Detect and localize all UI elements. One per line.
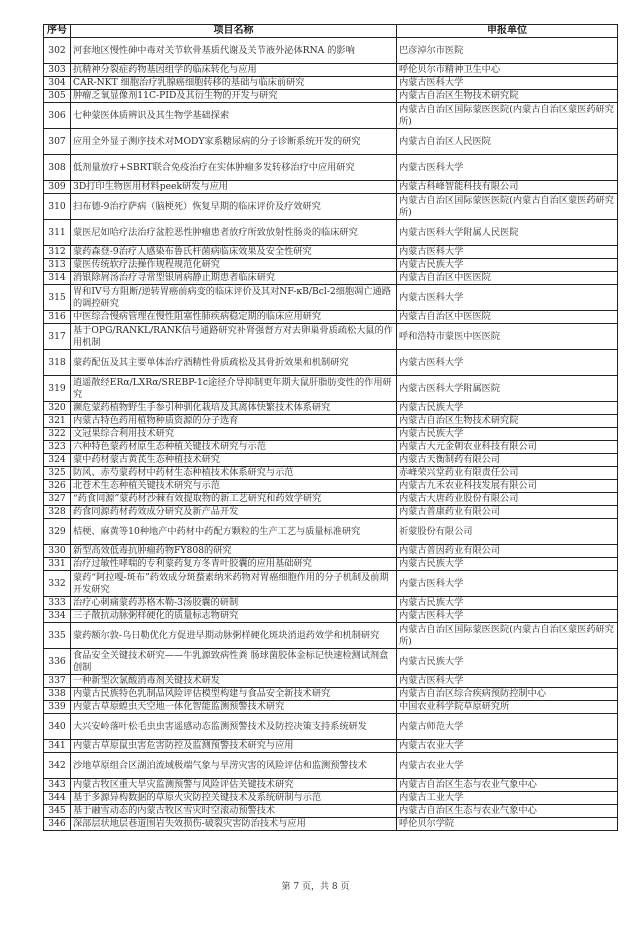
table-row: [44, 311, 618, 324]
row-seq: 343: [44, 779, 71, 792]
row-project-name: 内蒙古草原鼠虫害危害防控及监测预警技术研究与应用: [71, 740, 397, 753]
row-project-name: 桔梗、麻黄等10种地产中药材中药配方颗粒的生产工艺与质量标准研究: [71, 519, 397, 545]
row-project-name: “药食同源”蒙药材沙棘有效提取物的新工艺研究和药效学研究: [71, 493, 397, 506]
row-project-name: 3D打印生物医用材料peek研发与应用: [71, 181, 397, 194]
table-row: [44, 246, 618, 259]
table-row: [44, 441, 618, 454]
table-row: [44, 428, 618, 441]
row-applicant-unit: 内蒙古民族大学: [397, 428, 618, 441]
row-project-name: 消银除屑汤治疗寻常型银屑病静止期患者临床研究: [71, 272, 397, 285]
row-project-name: 三子散抗动脉粥样硬化的质量标志物研究: [71, 610, 397, 623]
row-project-name: 基于多源异构数据的草原火灾防控关键技术及系统研制与示范: [71, 792, 397, 805]
table-row: [44, 350, 618, 376]
row-project-name: 治疗心刺痛蒙药苏格木勒-3汤胶囊的研制: [71, 597, 397, 610]
row-seq: 319: [44, 376, 71, 402]
table-row: [44, 64, 618, 77]
row-applicant-unit: 内蒙古自治区中医医院: [397, 272, 618, 285]
row-applicant-unit: 内蒙古农业大学: [397, 753, 618, 779]
table-row: [44, 571, 618, 597]
row-applicant-unit: 内蒙古九禾农业科技发展有限公司: [397, 480, 618, 493]
row-applicant-unit: 内蒙古医科大学: [397, 350, 618, 376]
row-seq: 314: [44, 272, 71, 285]
row-applicant-unit: 内蒙古医科大学: [397, 77, 618, 90]
row-applicant-unit: 内蒙古医科大学附属医院: [397, 376, 618, 402]
row-applicant-unit: 内蒙古医科大学附属人民医院: [397, 220, 618, 246]
header-applicant-unit: 申报单位: [397, 25, 618, 38]
row-project-name: 内蒙古民族特色乳制品风险评估模型构建与食品安全新技术研究: [71, 688, 397, 701]
table-header-row: [44, 25, 618, 38]
row-seq: 332: [44, 571, 71, 597]
table-row: [44, 181, 618, 194]
row-seq: 328: [44, 506, 71, 519]
row-project-name: 一种新型次氯酸消毒剂关键技术研发: [71, 675, 397, 688]
row-project-name: 蒙药额尔敦-乌日勒优化方促进早期动脉粥样硬化斑块消退药效学和机制研究: [71, 623, 397, 649]
row-seq: 310: [44, 194, 71, 220]
row-applicant-unit: 内蒙古自治区生物技术研究院: [397, 90, 618, 103]
row-applicant-unit: 内蒙古自治区国际蒙医医院(内蒙古自治区蒙医药研究所): [397, 623, 618, 649]
row-project-name: 药食同源药材药效成分研究及新产品开发: [71, 506, 397, 519]
page-number: 第 7 页，共 8 页: [281, 882, 350, 892]
row-project-name: 新型高效低毒抗肿瘤药物FY808的研究: [71, 545, 397, 558]
row-project-name: 蒙医尼如哈疗法治疗盆腔恶性肿瘤患者放疗所致放射性肠炎的临床研究: [71, 220, 397, 246]
table-row: [44, 324, 618, 350]
row-seq: 326: [44, 480, 71, 493]
row-project-name: 文冠果综合利用技术研究: [71, 428, 397, 441]
row-seq: 346: [44, 818, 71, 831]
table-row: [44, 480, 618, 493]
table-row: [44, 454, 618, 467]
row-seq: 329: [44, 519, 71, 545]
table-row: [44, 805, 618, 818]
table-row: [44, 792, 618, 805]
row-seq: 305: [44, 90, 71, 103]
row-seq: 307: [44, 129, 71, 155]
table-row: [44, 779, 618, 792]
row-applicant-unit: 内蒙古农业大学: [397, 740, 618, 753]
row-seq: 335: [44, 623, 71, 649]
row-seq: 327: [44, 493, 71, 506]
row-applicant-unit: 内蒙古自治区国际蒙医医院(内蒙古自治区蒙医药研究所): [397, 194, 618, 220]
row-applicant-unit: 内蒙古工业大学: [397, 792, 618, 805]
row-project-name: 蒙药配伍及其主要单体治疗酒精性骨质疏松及其骨折效果和机制研究: [71, 350, 397, 376]
row-seq: 324: [44, 454, 71, 467]
row-applicant-unit: 内蒙古自治区生物技术研究院: [397, 415, 618, 428]
row-applicant-unit: 内蒙古大唐药业股份有限公司: [397, 493, 618, 506]
table-row: [44, 740, 618, 753]
row-seq: 344: [44, 792, 71, 805]
table-row: [44, 701, 618, 714]
row-project-name: 内蒙古特色药用植物种质资源的分子选育: [71, 415, 397, 428]
row-applicant-unit: 内蒙古医科大学: [397, 155, 618, 181]
row-seq: 330: [44, 545, 71, 558]
table-row: [44, 194, 618, 220]
row-applicant-unit: 巴彦淖尔市医院: [397, 38, 618, 64]
row-project-name: 防风、赤芍蒙药材中药材生态种植技术体系研究与示范: [71, 467, 397, 480]
table-row: [44, 623, 618, 649]
table-row: [44, 818, 618, 831]
row-seq: 331: [44, 558, 71, 571]
table-row: [44, 493, 618, 506]
row-seq: 303: [44, 64, 71, 77]
row-applicant-unit: 中国农业科学院草原研究所: [397, 701, 618, 714]
row-seq: 302: [44, 38, 71, 64]
table-row: [44, 38, 618, 64]
row-seq: 333: [44, 597, 71, 610]
row-seq: 318: [44, 350, 71, 376]
table-row: [44, 220, 618, 246]
row-project-name: 深部层状地层巷道围岩失效损伤-破裂灾害防治技术与应用: [71, 818, 397, 831]
row-project-name: 低剂量放疗+SBRT联合免疫治疗在实体肿瘤多发转移治疗中应用研究: [71, 155, 397, 181]
row-project-name: 河套地区慢性砷中毒对关节软骨基质代谢及关节液外泌体RNA 的影响: [71, 38, 397, 64]
row-seq: 325: [44, 467, 71, 480]
row-seq: 339: [44, 701, 71, 714]
table-row: [44, 675, 618, 688]
row-project-name: 基于融雪动态的内蒙古牧区雪灾时空滚动预警技术: [71, 805, 397, 818]
row-seq: 304: [44, 77, 71, 90]
row-project-name: 内蒙古牧区重大旱灾监测预警与风险评估关键技术研究: [71, 779, 397, 792]
row-applicant-unit: 呼伦贝尔市精神卫生中心: [397, 64, 618, 77]
row-seq: 315: [44, 285, 71, 311]
row-applicant-unit: 内蒙古自治区国际蒙医医院(内蒙古自治区蒙医药研究所): [397, 103, 618, 129]
row-applicant-unit: 内蒙古医科大学: [397, 246, 618, 259]
row-project-name: 濒危蒙药植物野生手参引种驯化栽培及其离体快繁技术体系研究: [71, 402, 397, 415]
row-applicant-unit: 内蒙古医科大学: [397, 571, 618, 597]
table-row: [44, 753, 618, 779]
header-project-name: 项目名称: [71, 25, 397, 38]
table-row: [44, 129, 618, 155]
row-applicant-unit: 内蒙古自治区生态与农业气象中心: [397, 805, 618, 818]
row-seq: 341: [44, 740, 71, 753]
row-seq: 345: [44, 805, 71, 818]
row-applicant-unit: 内蒙古师范大学: [397, 714, 618, 740]
row-project-name: 中医综合慢病管理在慢性阻塞性肺疾病稳定期的临床应用研究: [71, 311, 397, 324]
row-project-name: 蒙药森登-9治疗人感染布鲁氏杆菌病临床效果及安全性研究: [71, 246, 397, 259]
row-seq: 337: [44, 675, 71, 688]
table-row: [44, 558, 618, 571]
project-table: [43, 24, 618, 831]
row-seq: 320: [44, 402, 71, 415]
row-project-name: 七种蒙医体质辨识及其生物学基础探索: [71, 103, 397, 129]
row-seq: 342: [44, 753, 71, 779]
row-applicant-unit: 内蒙古医科大学: [397, 610, 618, 623]
row-project-name: 胃和IV号方阻断/逆转胃癌前病变的临床评价及其对NF-κB/Bcl-2细胞凋亡通路的调控研究: [71, 285, 397, 311]
row-seq: 316: [44, 311, 71, 324]
row-applicant-unit: 内蒙古自治区中医医院: [397, 311, 618, 324]
row-applicant-unit: 祈蒙股份有限公司: [397, 519, 618, 545]
table-row: [44, 467, 618, 480]
row-project-name: 治疗过敏性哮喘的专利蒙药复方冬青叶胶囊的应用基础研究: [71, 558, 397, 571]
row-project-name: 内蒙古草原蝗虫天空地一体化智能监测预警技术研究: [71, 701, 397, 714]
table-row: [44, 688, 618, 701]
row-applicant-unit: 内蒙古医科大学: [397, 285, 618, 311]
row-project-name: 食品安全关键技术研究——牛乳源致病性粪 肠球菌胶体金标记快速检测试剂盒创制: [71, 649, 397, 675]
row-applicant-unit: 呼伦贝尔学院: [397, 818, 618, 831]
table-row: [44, 155, 618, 181]
row-seq: 313: [44, 259, 71, 272]
row-seq: 336: [44, 649, 71, 675]
row-seq: 334: [44, 610, 71, 623]
table-row: [44, 597, 618, 610]
table-row: [44, 610, 618, 623]
row-project-name: 六种特色蒙药材原生态种植关键技术研究与示范: [71, 441, 397, 454]
row-applicant-unit: 呼和浩特市蒙医中医医院: [397, 324, 618, 350]
header-seq: 序号: [44, 25, 71, 38]
table-row: [44, 415, 618, 428]
table-row: [44, 402, 618, 415]
row-seq: 338: [44, 688, 71, 701]
row-seq: 317: [44, 324, 71, 350]
row-applicant-unit: 内蒙古自治区人民医院: [397, 129, 618, 155]
row-project-name: 肿瘤乏氧显像剂11C-PID及其衍生物的开发与研究: [71, 90, 397, 103]
row-applicant-unit: 内蒙古大元金朝农业科技有限公司: [397, 441, 618, 454]
row-seq: 312: [44, 246, 71, 259]
row-seq: 309: [44, 181, 71, 194]
row-applicant-unit: 内蒙古民族大学: [397, 597, 618, 610]
row-applicant-unit: 内蒙古普康药业有限公司: [397, 506, 618, 519]
row-applicant-unit: 内蒙古民族大学: [397, 649, 618, 675]
table-row: [44, 259, 618, 272]
row-applicant-unit: 内蒙古自治区生态与农业气象中心: [397, 779, 618, 792]
table-body: [44, 38, 618, 831]
table-row: [44, 714, 618, 740]
row-seq: 308: [44, 155, 71, 181]
row-seq: 323: [44, 441, 71, 454]
table-row: [44, 519, 618, 545]
table-row: [44, 77, 618, 90]
table-row: [44, 272, 618, 285]
table-row: [44, 103, 618, 129]
table-row: [44, 506, 618, 519]
table-row: [44, 90, 618, 103]
row-project-name: 基于OPG/RANKL/RANK信号通路研究补肾强督方对去卵巢骨质疏松大鼠的作用机制: [71, 324, 397, 350]
row-applicant-unit: 内蒙古民族大学: [397, 558, 618, 571]
row-project-name: 扫布德-9治疗萨病（脑梗死）恢复早期的临床评价及疗效研究: [71, 194, 397, 220]
row-project-name: 抗精神分裂症药物基因组学的临床转化与应用: [71, 64, 397, 77]
table-row: [44, 376, 618, 402]
row-seq: 322: [44, 428, 71, 441]
row-applicant-unit: 内蒙古普因药业有限公司: [397, 545, 618, 558]
row-applicant-unit: 内蒙古民族大学: [397, 402, 618, 415]
row-applicant-unit: 内蒙古自治区综合疾病预防控制中心: [397, 688, 618, 701]
row-applicant-unit: 赤峰荣兴堂药业有限责任公司: [397, 467, 618, 480]
row-applicant-unit: 内蒙古民族大学: [397, 259, 618, 272]
row-project-name: 蒙医传统软疗法操作规程规范化研究: [71, 259, 397, 272]
row-project-name: 蒙药“阿拉嘎-斑布”药效成分斑蝥素纳米药物对胃癌细胞作用的分子机制及前期开发研究: [71, 571, 397, 597]
row-project-name: 应用全外显子测序技术对MODY家系糖尿病的分子诊断系统开发的研究: [71, 129, 397, 155]
row-project-name: 沙地草原组合区湖泊流域极端气象与旱涝灾害的风险评估和监测预警技术: [71, 753, 397, 779]
row-seq: 311: [44, 220, 71, 246]
row-project-name: 蒙中药材蒙古黄芪生态种植技术研究: [71, 454, 397, 467]
row-seq: 321: [44, 415, 71, 428]
row-seq: 306: [44, 103, 71, 129]
row-project-name: CAR-NKT 细胞治疗乳腺癌细胞转移的基础与临床前研究: [71, 77, 397, 90]
table-row: [44, 545, 618, 558]
row-project-name: 大兴安岭落叶松毛虫虫害遥感动态监测预警技术及防控决策支持系统研发: [71, 714, 397, 740]
row-applicant-unit: 内蒙古天衡制药有限公司: [397, 454, 618, 467]
table-row: [44, 649, 618, 675]
row-applicant-unit: 内蒙古科峰智能科技有限公司: [397, 181, 618, 194]
row-applicant-unit: 内蒙古医科大学: [397, 675, 618, 688]
table-row: [44, 285, 618, 311]
row-project-name: 北苍术生态种植关键技术研究与示范: [71, 480, 397, 493]
row-seq: 340: [44, 714, 71, 740]
row-project-name: 逍遥散经ERα/LXRα/SREBP-1c途径介导抑制更年期大鼠肝脂肪变性的作用研究: [71, 376, 397, 402]
